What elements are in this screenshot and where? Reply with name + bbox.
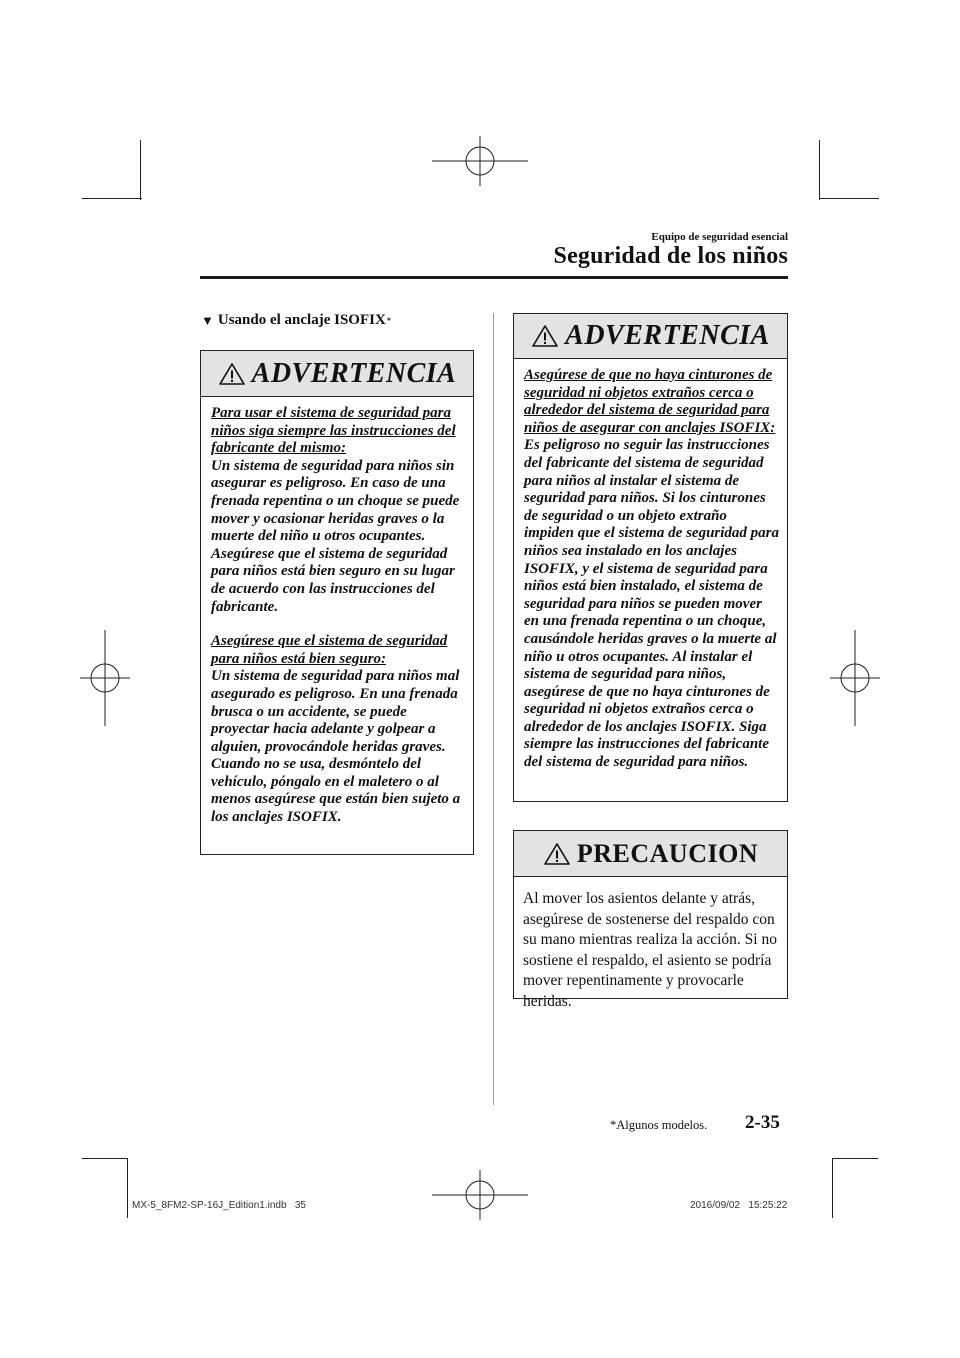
caution-title: PRECAUCION (576, 838, 759, 868)
warning-body (514, 359, 787, 780)
warning-heading: Asegúrese que el sistema de seguridad para niños está bien seguro: (211, 633, 448, 667)
warning-header (514, 314, 787, 359)
caution-text: Al mover los asientos delante y atrás, asegúrese de sostenerse del respaldo con su mano mientras realiza la acción. Si no sostiene el respaldo, el asiento se podría mover repentinamente y provocarle heridas. (523, 890, 777, 1010)
subsection-title: Usando el anclaje ISOFIX (217, 312, 386, 328)
warning-header (201, 351, 473, 397)
warning-triangle-icon (218, 362, 246, 386)
warning-title: ADVERTENCIA (565, 320, 770, 351)
triangle-bullet-icon: ▼ (201, 312, 214, 328)
section-title: Seguridad de los niños (553, 243, 788, 269)
registration-mark-top (432, 136, 528, 186)
header-rule (200, 276, 788, 279)
page-number: 2-35 (745, 1112, 780, 1133)
warning-heading: Para usar el sistema de seguridad para niños siga siempre las instrucciones del fabricante del mismo: (211, 405, 456, 457)
chapter-title: Equipo de seguridad esencial (651, 231, 788, 243)
subsection-heading (201, 312, 391, 329)
caution-header (514, 831, 787, 877)
warning-text: Es peligroso no seguir las instrucciones del fabricante del sistema de seguridad para niños al instalar el sistema de seguridad para niños. Si los cinturones de seguridad o un objeto extraño impiden que el sistema de seguridad para niños sea instalado en los anclajes ISOFIX, y el sistema de seguridad para niños está bien instalado, el sistema de seguridad para niños se pueden mover en una frenada repentina o un choque, causándole heridas graves o la muerte al niño u otros ocupantes. Al instalar el sistema de seguridad para niños, asegúrese de que no haya cinturones de seguridad ni objetos extraños cerca o alrededor de los anclajes ISOFIX. Siga siempre las instrucciones del fabricante del sistema de seguridad para niños. (524, 437, 779, 771)
warning-triangle-icon (531, 324, 559, 348)
registration-mark-left (80, 630, 130, 726)
warning-title: ADVERTENCIA (251, 357, 457, 389)
warning-text: Un sistema de seguridad para niños mal asegurado es peligroso. En una frenada brusca o un accidente, se puede proyectar hacia adelante y golpear a alguien, provocándole heridas graves. Cuando no se usa, desmóntelo del vehículo, póngalo en el maletero o al menos asegúrese que están bien sujeto a los anclajes ISOFIX. (211, 668, 461, 826)
warning-box-foreign-objects (513, 313, 788, 802)
warning-box-isofix-usage (200, 350, 474, 855)
footnote: *Algunos modelos. (610, 1118, 708, 1132)
caution-box-seat-adjust (513, 830, 788, 1010)
warning-text: Un sistema de seguridad para niños sin asegurar es peligroso. En caso de una frenada repentina o un choque se puede mover y ocasionar heridas graves o la muerte del niño u otros ocupantes. Asegúrese que el sistema de seguridad para niños está bien seguro en su lugar de acuerdo con las instrucciones del fabricante. (211, 457, 460, 615)
model-marker: * (386, 316, 391, 325)
warning-body (201, 397, 473, 835)
warning-heading: Asegúrese de que no haya cinturones de seguridad ni objetos extraños cerca o alrededor del sistema de seguridad para niños de asegurar con anclajes ISOFIX: (524, 367, 776, 436)
caution-triangle-icon (543, 842, 571, 866)
registration-mark-bottom (432, 1170, 528, 1220)
print-timestamp: 2016/09/02 15:25:22 (690, 1200, 788, 1211)
registration-mark-right (830, 630, 880, 726)
print-file-info: MX-5_8FM2-SP-16J_Edition1.indb 35 (132, 1200, 306, 1211)
column-divider (493, 313, 494, 1105)
